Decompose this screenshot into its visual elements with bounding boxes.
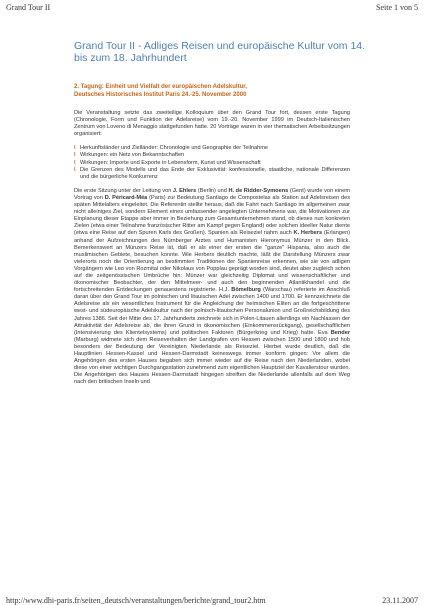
event-subtitle-line2: Deutsches Historisches Institut Paris 24.-25. November 2000 — [74, 91, 247, 98]
session-item — [74, 160, 350, 167]
print-header-page-count: Seite 1 von 5 — [376, 3, 418, 12]
print-footer-url: http://www.dhi-paris.fr/seiten_deutsch/veranstaltungen/berichte/grand_tour2.htm — [6, 596, 266, 605]
article-body — [74, 110, 350, 393]
session-label: Wirkungen: ein Netz von Bekanntschaften — [80, 152, 185, 159]
print-footer-date: 23.11.2007 — [382, 596, 418, 605]
person-name: Bender — [330, 329, 350, 336]
body-paragraph — [74, 188, 350, 387]
session-label: Wirkungen: Importe und Exporte in Lebensform, Kunst und Wissenschaft — [80, 159, 261, 166]
session-label: Herkunftsländer und Zielländer: Chronologie und Geographie der Teilnahme — [80, 145, 269, 152]
bullet-icon: l — [74, 152, 76, 159]
page-title: Grand Tour II - Adliges Reisen und europäische Kultur vom 14. bis zum 18. Jahrhundert — [74, 40, 366, 64]
event-subtitle — [74, 84, 364, 99]
event-subtitle-line1: 2. Tagung: Einheit und Vielfalt der europäischen Adelskultur, — [74, 84, 247, 90]
session-item — [74, 152, 350, 159]
body-text: (Berlin) und — [196, 187, 229, 194]
body-text: (Warschau) referierte im Anschluß daran über den Grand Tour im polnischen und litauischen Adel zwischen 1400 und 1700. Er kennzeichnete die Adelsreise als ein wesentliches Instrument für die Angleichung der heimischen Eliten an die fortgeschrittene west- und südeuropäische Adelskultur nach der polnisch-litauischen Personalunion und Großreichsbildung des Jahres 1386. Seit der Mitte des 17. Jahrhunderts zeichnete sich in Polen-Litauen allerdings ein Nachlassen der Attraktivität der Adelsreise ab, die ihren Grund in ökonomischen (Einkommensrückgang), gesellschaftlichen (Intensivierung des Klientelsystems) und politischen Faktoren (Bürgerkrieg und Krieg) hatte. Eva — [74, 287, 350, 336]
body-text: (Marburg) widmete sich dem Reiseverhalten der Landgrafen von Hessen zwischen 1500 und 1800 und hob besonders der Bedeutung der Vereinigten Niederlande als Reiseziel. Hierbei wurde deutlich, daß die Hauptlinien Hessen-Kassel und Hessen-Darmstadt keineswegs immer konform gingen: Vor allem die Angehörigen des ersten Hauses begaben sich immer wieder auf die Reise nach den Niederlanden, wobei diese von einer wichtigen Durchgangsstation zunehmend zum eigentlichen Hauptziel der Kavalierstour wurden. Die Angehörigen des Hauses Hessen-Darmstadt hingegen streiften die Niederlande allenfalls auf dem Weg nach den britischen Inseln und — [74, 336, 350, 386]
person-name: K. Herbers — [293, 230, 323, 237]
body-text: Die erste Sitzung unter der Leitung von — [74, 187, 173, 194]
person-name: J. Ehlers — [172, 187, 197, 194]
bullet-icon: l — [74, 159, 76, 166]
session-list — [74, 145, 350, 180]
body-text: (Paris) zur Bedeutung Santiago de Compostelas als Station auf Adelsreisen des späten Mittelalters eingeleitet. Die Referentin stellte heraus, daß die Fahrt nach Santiago im allgemeinen zwar nicht alleiniges Ziel, sondern Element eines umfassender angelegten Unternehmens war, die Motivationen zur Einplanung dieser Etappe aber immer in Beziehung zum Gesamtunternehmen stand, ob dieses nun konkreten Zielen (etwa einer Teilnahme französischer Ritter am Kampf gegen England) oder solchen ideeller Natur diente (etwa eine Reise auf den Spuren Karls des Großen). Spanien als Reiseziel nahm auch — [74, 194, 350, 237]
bullet-icon: l — [74, 145, 76, 152]
session-item — [74, 167, 350, 181]
session-item — [74, 145, 350, 152]
person-name: Bömelburg — [231, 287, 261, 294]
person-name: H. de Ridder-Symoens — [228, 187, 289, 194]
body-text: (Erlangen) anhand der Aufzeichnungen des Nürnberger Arztes und Humanisten Hieronymus Münzer in den Blick. Bemerkenswert an Münzers Reise ist, daß er als einer der ersten die "ganze" Hispania, also auch die muslimischen Gebiete, besuchen konnte. Wie Herbers deutlich machte, läßt die Darstellung Münzers zwar vielerorts noch die Orientierung an bestimmten Traditionen der Spanienreise erkennen, wie sie von adligen Vorgängern wie Leo von Rozmital oder Nikolaus von Popplau geprägt worden sind, deutet aber zugleich schon auf die zeitgenössischen Umbrüche hin: Münzer war gleichzeitig Diplomat und wissenschaftlicher und ökonomischer Beobachter, der den Mittelmeer- und auch den beginnenden Atlantikhandel und die fortschreitenden Entdeckungen genauestens registrierte. H.J. — [74, 230, 350, 294]
person-name: D. Péricard-Méa — [104, 194, 148, 201]
intro-paragraph: Die Veranstaltung setzte das zweiteilige Kolloquium über den Grand Tour fort, dessen erste Tagung (Chronologie, Form und Funktion der Adelsreise) vom 19.-20. November 1999 im Deutsch-Italienischen Zentrum von Loveno di Menaggio stattgefunden hatte. 20 Vorträge waren in vier thematischen Arbeitssitzungen organisiert: — [74, 110, 350, 138]
body-text: (Gent) wurde von einem Vortrag von — [74, 187, 350, 201]
bullet-icon: l — [74, 166, 76, 173]
print-header-title: Grand Tour II — [6, 3, 51, 12]
session-label: Die Grenzen des Modells und das Ende der Exklusivität: konfessionelle, staatliche, nationale Differenzen und die bürgerliche Konkurrenz — [80, 166, 350, 180]
